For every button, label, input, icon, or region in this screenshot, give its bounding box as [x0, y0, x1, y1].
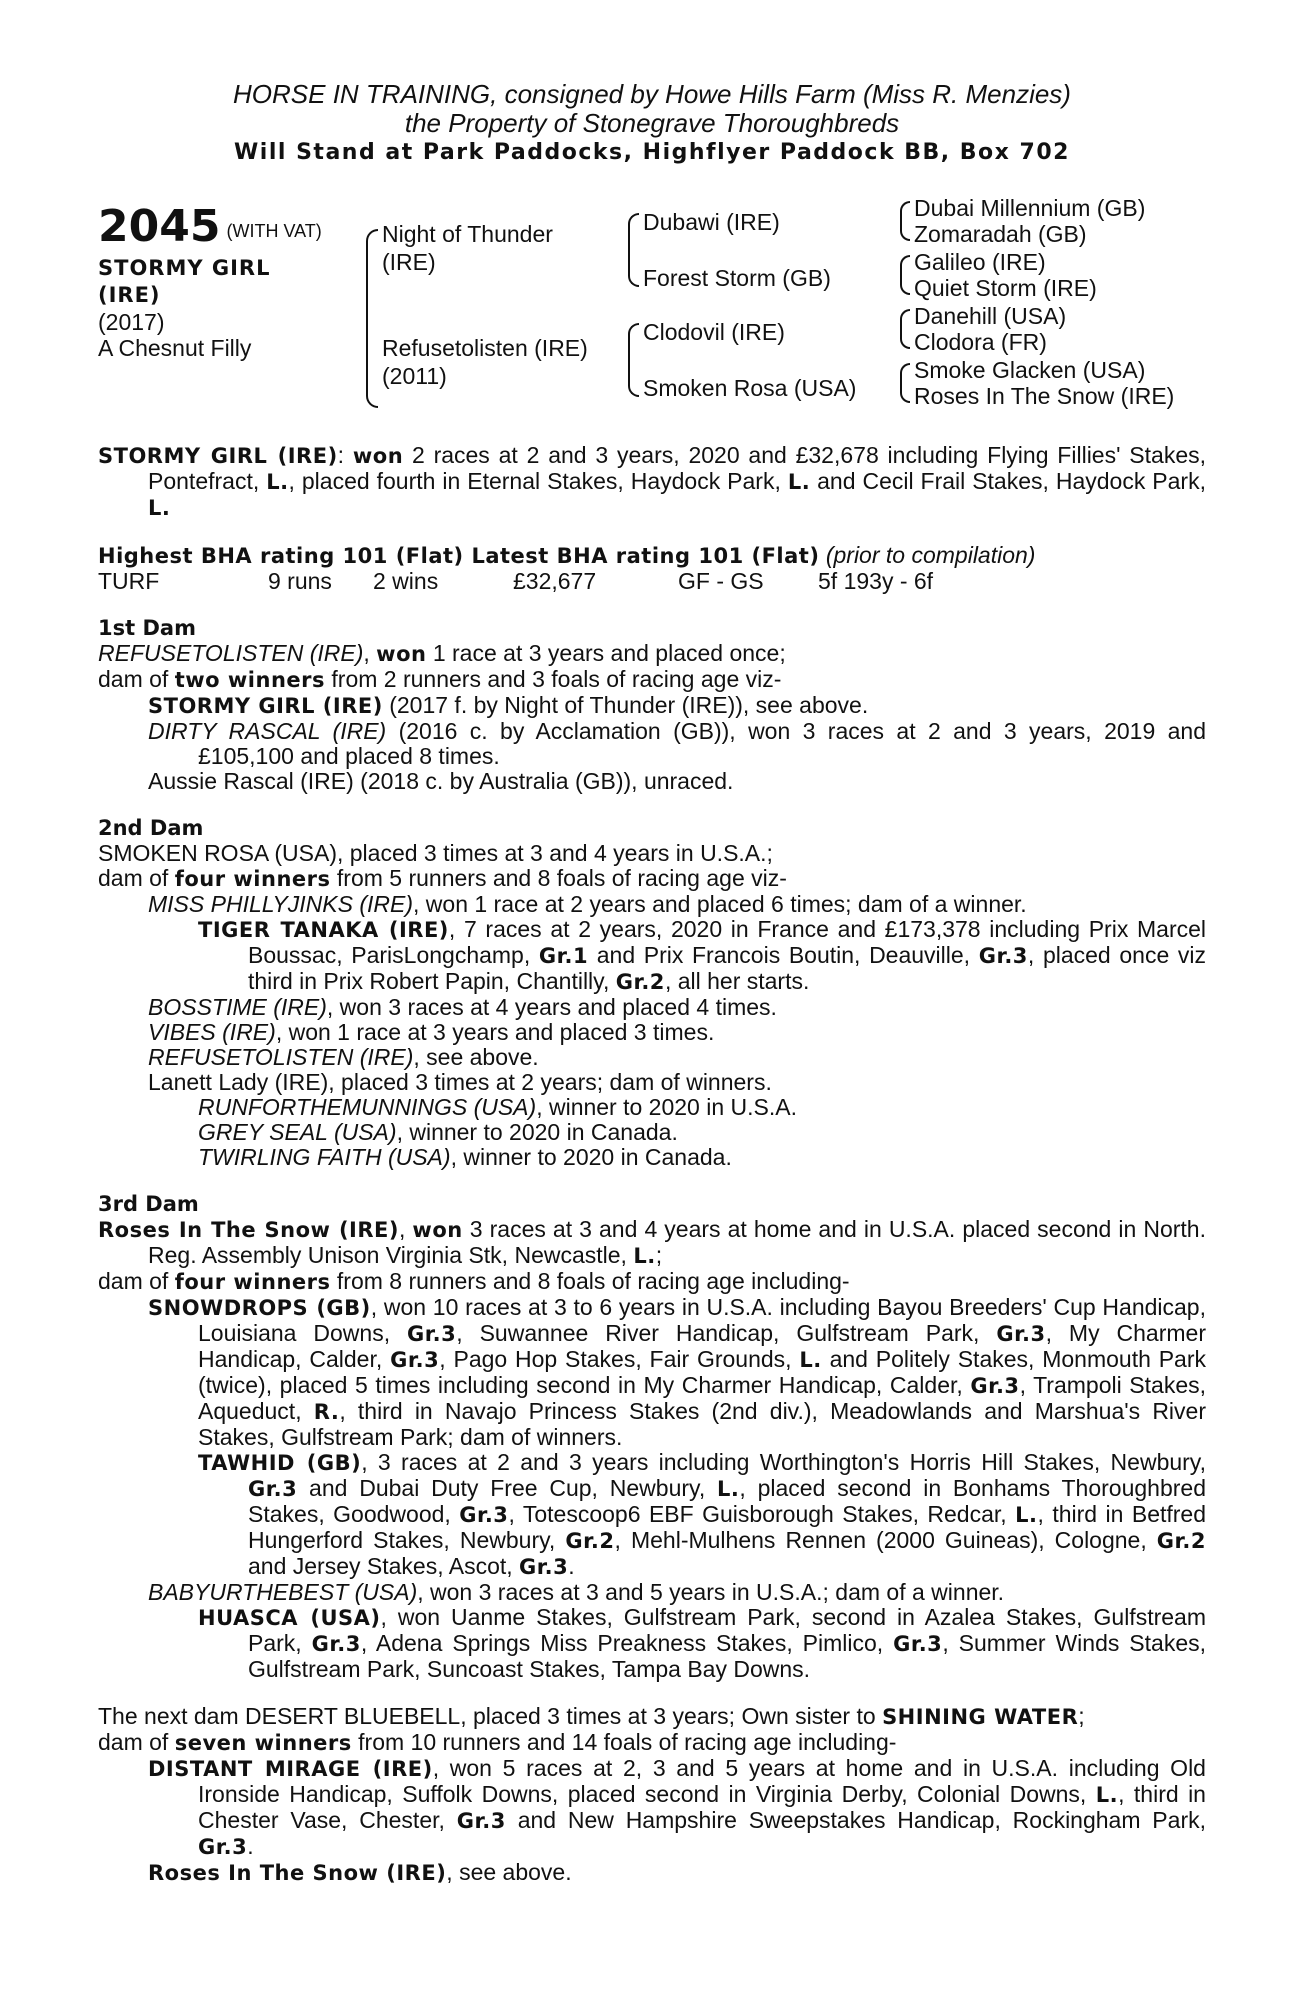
pedigree-brace [366, 229, 378, 408]
progeny-entry: BOSSTIME (IRE), won 3 races at 4 years and placed 4 times. [148, 994, 777, 1020]
progeny-entry: SNOWDROPS (GB), won 10 races at 3 to 6 years in U.S.A. including Bayou Breeders' Cup Handicap, Louisiana Downs, Gr.3, Suwannee River Handicap, Gulfstream Park, Gr.3, My Charmer Handicap, Calder, Gr.3, Pago Hop Stakes, Fair Grounds, L. and Politely Stakes, Monmouth Park (twice), placed 5 times including second in My Charmer Handicap, Calder, Gr.3, Trampoli Stakes, Aqueduct, R., third in Navajo Princess Stakes (2nd div.), Meadowlands and Marshua's River Stakes, Gulfstream Park; dam of winners. [148, 1294, 1206, 1450]
stat-earnings: £32,677 [513, 568, 597, 594]
consignor-line: HORSE IN TRAINING, consigned by Howe Hills Farm (Miss R. Menzies) [233, 79, 1071, 109]
pedigree-brace [900, 363, 910, 403]
sire-sire: Dubawi (IRE) [643, 209, 780, 235]
race-stats [98, 569, 1206, 594]
progeny-entry: Lanett Lady (IRE), placed 3 times at 2 years; dam of winners. [148, 1069, 772, 1095]
horse-country: (IRE) [98, 283, 161, 307]
progeny-entry: STORMY GIRL (IRE) (2017 f. by Night of Thunder (IRE)), see above. [148, 692, 869, 718]
dam-year: (2011) [382, 363, 447, 389]
progeny-entry: BABYURTHEBEST (USA), won 3 races at 3 and 5 years in U.S.A.; dam of a winner. [148, 1579, 1005, 1605]
ggp-1: Dubai Millennium (GB) [914, 195, 1146, 221]
lot-number: 2045 [98, 201, 221, 252]
stat-distance: 5f 193y - 6f [818, 568, 934, 594]
pedigree-brace [900, 201, 910, 241]
progeny-entry: HUASCA (USA), won Uanme Stakes, Gulfstream Park, second in Azalea Stakes, Gulfstream Park, Gr.3, Adena Springs Miss Preakness Stakes, Pimlico, Gr.3, Summer Winds Stakes, Gulfstream Park, Suncoast Stakes, Tampa Bay Downs. [198, 1604, 1206, 1682]
progeny-entry: DISTANT MIRAGE (IRE), won 5 races at 2, 3 and 5 years at home and in U.S.A. including Old Ironside Handicap, Suffolk Downs, placed second in Virginia Derby, Colonial Downs, L., third in Chester Vase, Chester, Gr.3 and New Hampshire Sweepstakes Handicap, Rockingham Park, Gr.3. [148, 1755, 1206, 1859]
stat-runs: 9 runs [268, 568, 332, 594]
sire-country: (IRE) [382, 249, 436, 275]
ggp-6: Clodora (FR) [914, 329, 1047, 355]
progeny-entry: TAWHID (GB), 3 races at 2 and 3 years including Worthington's Horris Hill Stakes, Newbury, Gr.3 and Dubai Duty Free Cup, Newbury, L., placed second in Bonhams Thoroughbred Stakes, Goodwood, Gr.3, Totescoop6 EBF Guisborough Stakes, Redcar, L., third in Betfred Hungerford Stakes, Newbury, Gr.2, Mehl-Mulhens Rennen (2000 Guineas), Cologne, Gr.2 and Jersey Stakes, Ascot, Gr.3. [198, 1449, 1207, 1579]
sire-dam: Forest Storm (GB) [643, 265, 831, 291]
stat-going: GF - GS [678, 568, 764, 594]
property-line: the Property of Stonegrave Thoroughbreds [404, 108, 900, 138]
dam: Refusetolisten (IRE) [382, 335, 588, 361]
stand-line: Will Stand at Park Paddocks, Highflyer Paddock BB, Box 702 [234, 140, 1070, 165]
third-dam-section: 3rd Dam Roses In The Snow (IRE), won 3 races at 3 and 4 years at home and in U.S.A. placed second in North. Reg. Assembly Unison Virginia Stk, Newcastle, L.; dam of four winners from 8 runners and 8 foals of racing age including- SNOWDROPS (GB), won 10 races at 3 to 6 years in U.S.A. including Bayou Breeders' Cup Handicap, Louisiana Downs, Gr.3, Suwannee River Handicap, Gulfstream Park, Gr.3, My Charmer Handicap, Calder, Gr.3, Pago Hop Stakes, Fair Grounds, L. and Politely Stakes, Monmouth Park (twice), placed 5 times including second in My Charmer Handicap, Calder, Gr.3, Trampoli Stakes, Aqueduct, R., third in Navajo Princess Stakes (2nd div.), Meadowlands and Marshua's River Stakes, Gulfstream Park; dam of winners. TAWHID (GB), 3 races at 2 and 3 years including Worthington's Horris Hill Stakes, Newbury, Gr.3 and Dubai Duty Free Cup, Newbury, L., placed second in Bonhams Thoroughbred Stakes, Goodwood, Gr.3, Totescoop6 EBF Guisborough Stakes, Redcar, L., third in Betfred Hungerford Stakes, Newbury, Gr.2, Mehl-Mulhens Rennen (2000 Guineas), Cologne, Gr.2 and Jersey Stakes, Ascot, Gr.3. BABYURTHEBEST (USA), won 3 races at 3 and 5 years in U.S.A.; dam of a winner. HUASCA (USA), won Uanme Stakes, Gulfstream Park, second in Azalea Stakes, Gulfstream Park, Gr.3, Adena Springs Miss Preakness Stakes, Pimlico, Gr.3, Summer Winds Stakes, Gulfstream Park, Suncoast Stakes, Tampa Bay Downs. [98, 1192, 1207, 1682]
horse-description: A Chesnut Filly [98, 335, 252, 361]
rating-line: Highest BHA rating 101 (Flat) Latest BHA rating 101 (Flat) [98, 544, 820, 568]
section-title: 3rd Dam [98, 1192, 199, 1216]
stat-surface: TURF [98, 568, 160, 594]
rating-note: (prior to compilation) [825, 542, 1036, 568]
ggp-2: Zomaradah (GB) [914, 221, 1087, 247]
vat-note: (WITH VAT) [226, 221, 322, 241]
progeny-entry: Aussie Rascal (IRE) (2018 c. by Australia (GB)), unraced. [148, 768, 734, 794]
section-title: 2nd Dam [98, 816, 204, 840]
catalogue-page [98, 80, 1206, 1886]
sire: Night of Thunder [382, 221, 553, 247]
lot-info [98, 203, 378, 361]
ggp-7: Smoke Glacken (USA) [914, 357, 1146, 383]
foal-year: (2017) [98, 309, 165, 335]
progeny-entry: GREY SEAL (USA), winner to 2020 in Canada. [198, 1119, 678, 1145]
catalogue-body [98, 443, 1206, 1886]
ggp-5: Danehill (USA) [914, 303, 1067, 329]
lot-header [98, 195, 1206, 435]
pedigree-brace [900, 255, 910, 295]
ggp-8: Roses In The Snow (IRE) [914, 383, 1175, 409]
first-dam-section: 1st Dam REFUSETOLISTEN (IRE), won 1 race at 3 years and placed once; dam of two winners from 2 runners and 3 foals of racing age viz- STORMY GIRL (IRE) (2017 f. by Night of Thunder (IRE)), see above. DIRTY RASCAL (IRE) (2016 c. by Acclamation (GB)), won 3 races at 2 and 3 years, 2019 and £105,100 and placed 8 times. Aussie Rascal (IRE) (2018 c. by Australia (GB)), unraced. [98, 616, 1206, 794]
ggp-3: Galileo (IRE) [914, 249, 1046, 275]
dam-sire: Clodovil (IRE) [643, 319, 785, 345]
pedigree-brace [900, 309, 910, 349]
race-summary: STORMY GIRL (IRE): won 2 races at 2 and 3 years, 2020 and £32,678 including Flying Fillies' Stakes, Pontefract, L., placed fourth in Eternal Stakes, Haydock Park, L. and Cecil Frail Stakes, Haydock Park, L. [98, 442, 1206, 520]
second-dam-section: 2nd Dam SMOKEN ROSA (USA), placed 3 times at 3 and 4 years in U.S.A.; dam of four winners from 5 runners and 8 foals of racing age viz- MISS PHILLYJINKS (IRE), won 1 race at 2 years and placed 6 times; dam of a winner. TIGER TANAKA (IRE), 7 races at 2 years, 2020 in France and £173,378 including Prix Marcel Boussac, ParisLongchamp, Gr.1 and Prix Francois Boutin, Deauville, Gr.3, placed once viz third in Prix Robert Papin, Chantilly, Gr.2, all her starts. BOSSTIME (IRE), won 3 races at 4 years and placed 4 times. VIBES (IRE), won 1 race at 3 years and placed 3 times. REFUSETOLISTEN (IRE), see above. Lanett Lady (IRE), placed 3 times at 2 years; dam of winners. RUNFORTHEMUNNINGS (USA), winner to 2020 in U.S.A. GREY SEAL (USA), winner to 2020 in Canada. TWIRLING FAITH (USA), winner to 2020 in Canada. [98, 816, 1207, 1170]
progeny-entry: VIBES (IRE), won 1 race at 3 years and placed 3 times. [148, 1019, 715, 1045]
rating-section [98, 543, 1206, 594]
next-dam-section: The next dam DESERT BLUEBELL, placed 3 times at 3 years; Own sister to SHINING WATER; dam of seven winners from 10 runners and 14 foals of racing age including- DISTANT MIRAGE (IRE), won 5 races at 2, 3 and 5 years at home and in U.S.A. including Old Ironside Handicap, Suffolk Downs, placed second in Virginia Derby, Colonial Downs, L., third in Chester Vase, Chester, Gr.3 and New Hampshire Sweepstakes Handicap, Rockingham Park, Gr.3. Roses In The Snow (IRE), see above. [98, 1703, 1206, 1885]
horse-name: STORMY GIRL [98, 256, 271, 280]
section-title: 1st Dam [98, 616, 196, 640]
pedigree-brace [628, 213, 639, 287]
pedigree-brace [628, 323, 639, 397]
progeny-entry: MISS PHILLYJINKS (IRE), won 1 race at 2 years and placed 6 times; dam of a winner. [148, 891, 1027, 917]
progeny-entry: DIRTY RASCAL (IRE) (2016 c. by Acclamation (GB)), won 3 races at 2 and 3 years, 2019 and £105,100 and placed 8 times. [148, 718, 1206, 769]
progeny-entry: RUNFORTHEMUNNINGS (USA), winner to 2020 in U.S.A. [198, 1094, 797, 1120]
dam-dam: Smoken Rosa (USA) [643, 375, 857, 401]
stat-wins: 2 wins [373, 568, 439, 594]
progeny-entry: TIGER TANAKA (IRE), 7 races at 2 years, 2020 in France and £173,378 including Prix Marcel Boussac, ParisLongchamp, Gr.1 and Prix Francois Boutin, Deauville, Gr.3, placed once viz third in Prix Robert Papin, Chantilly, Gr.2, all her starts. [198, 916, 1207, 994]
progeny-entry: REFUSETOLISTEN (IRE), see above. [148, 1044, 539, 1070]
progeny-entry: Roses In The Snow (IRE), see above. [148, 1859, 572, 1885]
progeny-entry: TWIRLING FAITH (USA), winner to 2020 in Canada. [198, 1144, 732, 1170]
ggp-4: Quiet Storm (IRE) [914, 275, 1097, 301]
